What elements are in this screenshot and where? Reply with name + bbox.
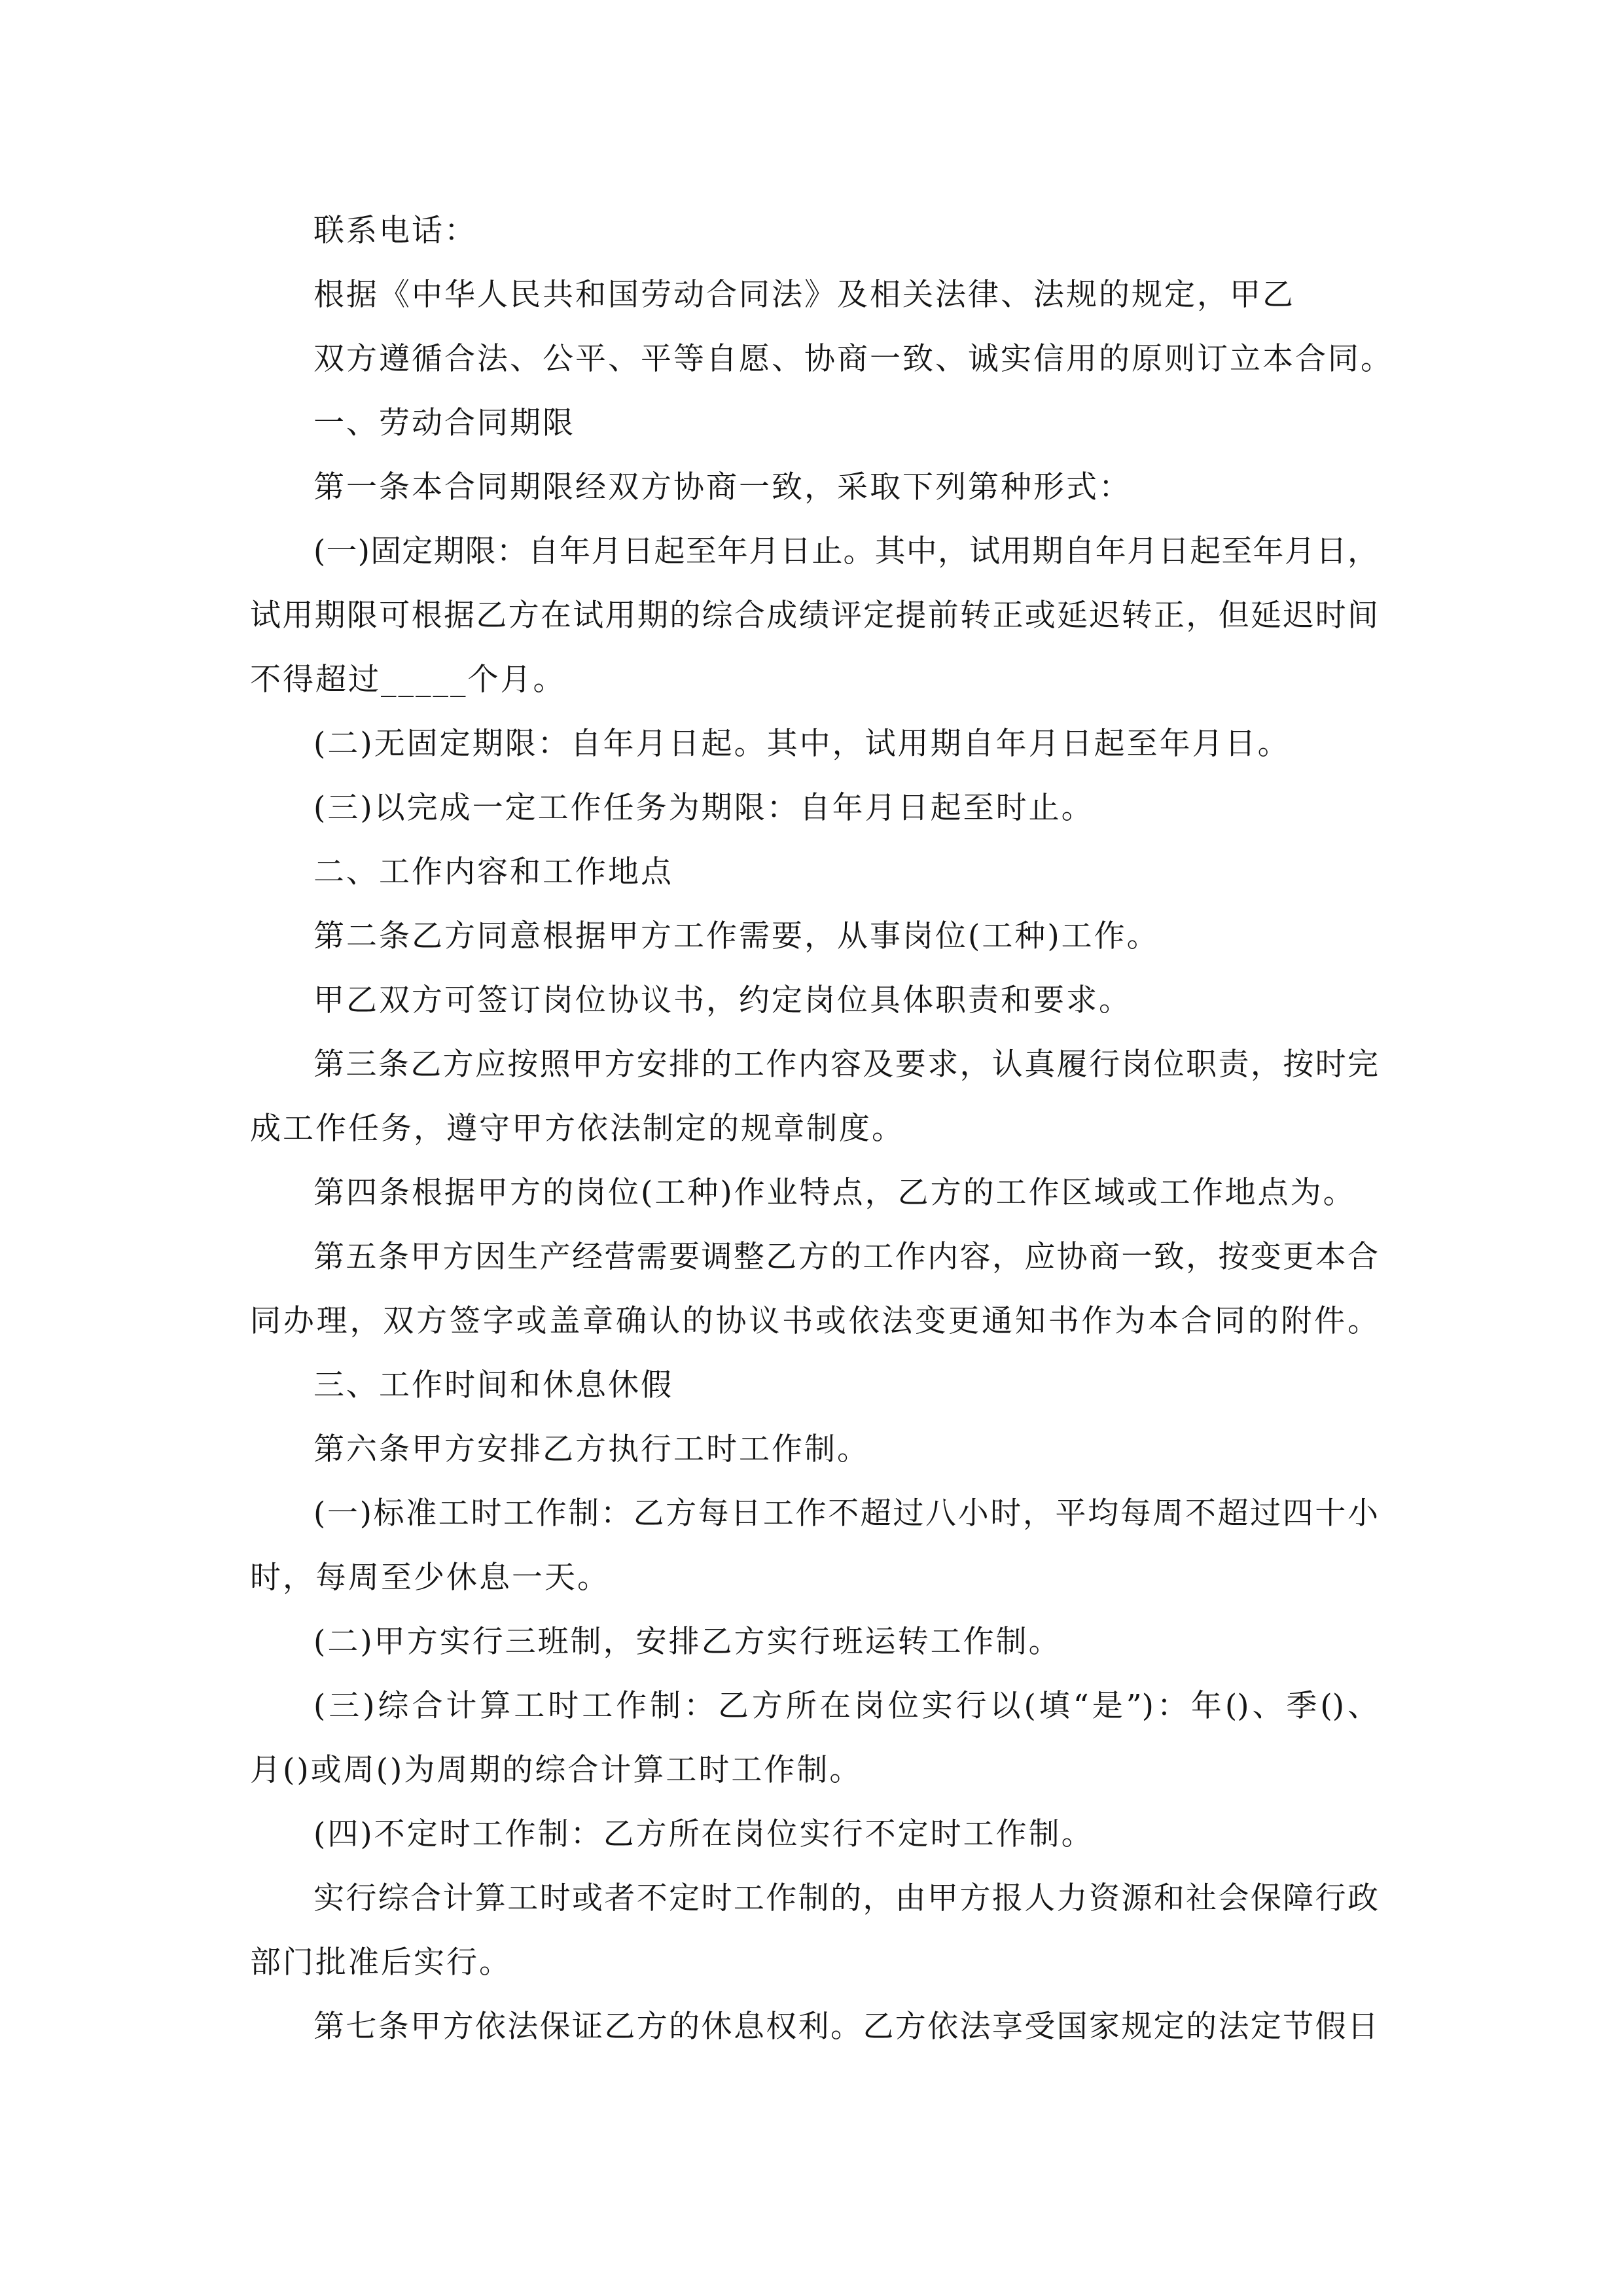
article-7 — [0, 1995, 1623, 2059]
clause-shift-work — [0, 1610, 1623, 1674]
text-line: 第四条根据甲方的岗位(工种)作业特点，乙方的工作区域或工作地点为。 — [313, 1175, 1356, 1211]
text-line: (四)不定时工作制：乙方所在岗位实行不定时工作制。 — [313, 1816, 1094, 1852]
contact-phone-field — [0, 199, 1623, 263]
clause-task-term — [0, 776, 1623, 840]
section-heading-text: 二、工作内容和工作地点 — [313, 854, 673, 890]
section-heading — [0, 1354, 1623, 1418]
text-line: 时，每周至少休息一天。 — [250, 1560, 610, 1596]
text-line: 同办理，双方签字或盖章确认的协议书或依法变更通知书作为本合同的附件。 — [250, 1303, 1378, 1339]
article-5 — [0, 1225, 1623, 1354]
article-4 — [0, 1161, 1623, 1225]
article-2 — [0, 905, 1623, 969]
paragraph — [0, 969, 1623, 1033]
clause-standard-hours — [0, 1482, 1623, 1610]
text-line: (一)固定期限：自年月日起至年月日止。其中，试用期自年月日起至年月日， — [313, 533, 1378, 569]
text-line: 月()或周()为周期的综合计算工时工作制。 — [250, 1752, 863, 1788]
text-line: 第二条乙方同意根据甲方工作需要，从事岗位(工种)工作。 — [313, 918, 1160, 954]
text-line: 双方遵循合法、公平、平等自愿、协商一致、诚实信用的原则订立本合同。 — [313, 341, 1393, 377]
text-line: 部门批准后实行。 — [250, 1945, 512, 1981]
section-heading — [0, 391, 1623, 456]
section-heading-text: 三、工作时间和休息休假 — [313, 1367, 673, 1403]
paragraph-approval — [0, 1867, 1623, 1995]
text-line: 实行综合计算工时或者不定时工作制的，由甲方报人力资源和社会保障行政 — [313, 1880, 1378, 1916]
text-line: (三)以完成一定工作任务为期限：自年月日起至时止。 — [313, 790, 1094, 826]
paragraph-preamble — [0, 263, 1623, 327]
text-line: 第六条甲方安排乙方执行工时工作制。 — [313, 1431, 870, 1467]
text-line: (二)无固定期限：自年月日起。其中，试用期自年月日起至年月日。 — [313, 726, 1291, 762]
text-line: 成工作任务，遵守甲方依法制定的规章制度。 — [250, 1111, 904, 1147]
clause-open-term — [0, 712, 1623, 776]
text-line: (三)综合计算工时工作制：乙方所在岗位实行以(填“是”)：年()、季()、 — [313, 1688, 1378, 1724]
contact-phone-label: 联系电话： — [313, 213, 477, 249]
text-line: (二)甲方实行三班制，安排乙方实行班运转工作制。 — [313, 1624, 1061, 1660]
text-line: 根据《中华人民共和国劳动合同法》及相关法律、法规的规定，甲乙 — [313, 277, 1295, 313]
section-heading — [0, 840, 1623, 905]
text-line: 试用期限可根据乙方在试用期的综合成绩评定提前转正或延迟转正，但延迟时间 — [250, 598, 1378, 634]
section-heading-text: 一、劳动合同期限 — [313, 405, 575, 441]
article-6 — [0, 1418, 1623, 1482]
text-line: (一)标准工时工作制：乙方每日工作不超过八小时，平均每周不超过四十小 — [313, 1496, 1378, 1532]
text-line: 第五条甲方因生产经营需要调整乙方的工作内容，应协商一致，按变更本合 — [313, 1239, 1378, 1275]
text-line: 第三条乙方应按照甲方安排的工作内容及要求，认真履行岗位职责，按时完 — [313, 1047, 1378, 1083]
text-line: 第七条甲方依法保证乙方的休息权利。乙方依法享受国家规定的法定节假日 — [313, 2009, 1378, 2045]
clause-fixed-term — [0, 520, 1623, 712]
clause-flexible-hours — [0, 1803, 1623, 1867]
article-1 — [0, 456, 1623, 520]
text-line: 第一条本合同期限经双方协商一致，采取下列第种形式： — [313, 469, 1132, 505]
text-line: 不得超过_____个月。 — [250, 662, 566, 698]
article-3 — [0, 1033, 1623, 1161]
document-body — [0, 199, 1623, 2059]
clause-comprehensive-hours — [0, 1674, 1623, 1803]
paragraph-preamble-continued — [0, 327, 1623, 391]
text-line: 甲乙双方可签订岗位协议书，约定岗位具体职责和要求。 — [313, 982, 1132, 1018]
